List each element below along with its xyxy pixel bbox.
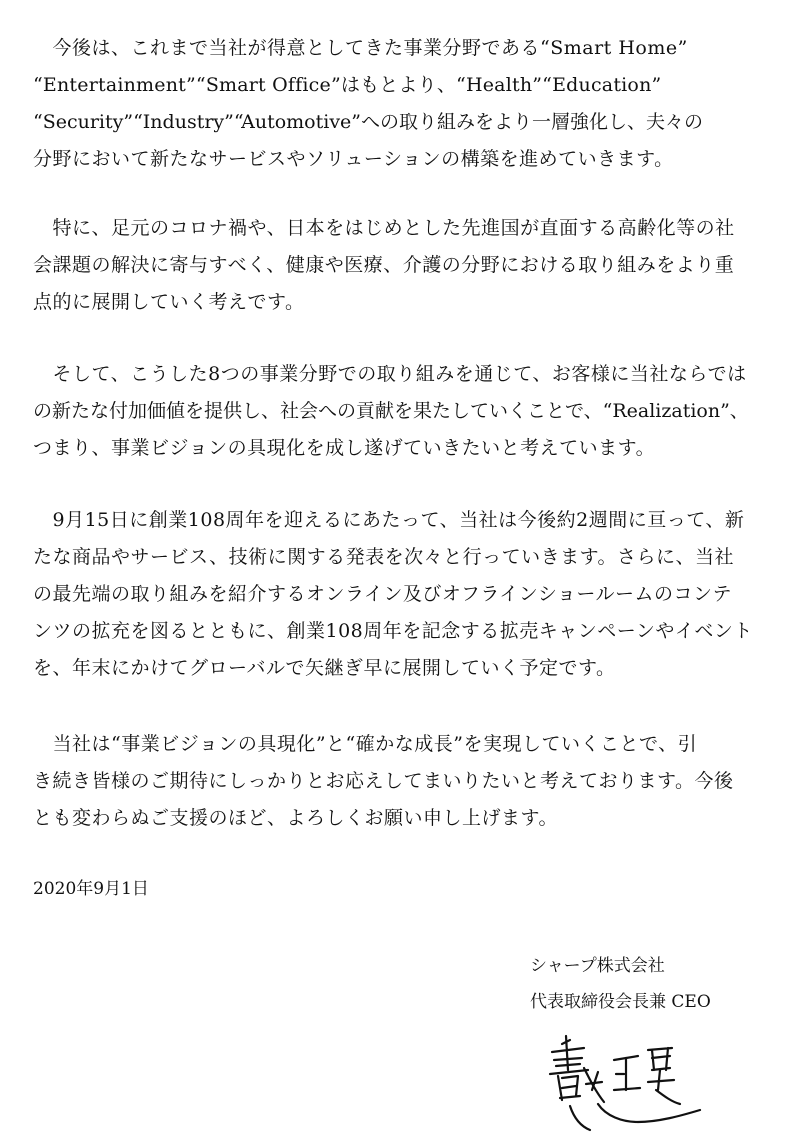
paragraph-line: 9月15日に創業108周年を迎えるにあたって、当社は今後約2週間に亘って、新 [33,509,745,531]
paragraph-line: の新たな付加価値を提供し、社会への貢献を果たしていくことで、“Realization”、 [33,400,749,422]
paragraph-line: 点的に展開していく考えです。 [33,291,305,313]
paragraph-line: そして、こうした8つの事業分野での取り組みを通じて、お客様に当社ならでは [33,363,747,385]
paragraph-line: 特に、足元のコロナ禍や、日本をはじめとした先進国が直面する高齢化等の社 [33,217,735,239]
paragraph-line: たな商品やサービス、技術に関する発表を次々と行っていきます。さらに、当社 [33,546,735,568]
paragraph-4 [33,502,773,687]
company-name: シャープ株式会社 [530,956,665,976]
letter-date: 2020年9月1日 [33,879,149,899]
paragraph-3 [33,356,773,467]
paragraph-line: 当社は“事業ビジョンの具現化”と“確かな成長”を実現していくことで、引 [33,733,698,755]
handwritten-signature-icon [540,1030,710,1140]
signatory-title: 代表取締役会長兼 CEO [530,992,711,1012]
paragraph-line: を、年末にかけてグローバルで矢継ぎ早に展開していく予定です。 [33,657,616,679]
paragraph-line: の最先端の取り組みを紹介するオンライン及びオフラインショールームのコンテ [33,583,733,605]
paragraph-5 [33,726,773,837]
paragraph-1 [33,30,773,178]
paragraph-line: き続き皆様のご期待にしっかりとお応えしてまいりたいと考えております。今後 [33,770,734,792]
paragraph-line: “Security”“Industry”“Automotive”への取り組みをより一層強化し、夫々の [33,111,704,133]
signatory-block [530,948,770,1020]
paragraph-2 [33,210,773,321]
paragraph-line: 分野において新たなサービスやソリューションの構築を進めていきます。 [33,148,674,170]
paragraph-line: ンツの拡充を図るとともに、創業108周年を記念する拡売キャンペーンやイベント [33,620,753,642]
paragraph-line: 会課題の解決に寄与すべく、健康や医療、介護の分野における取り組みをより重 [33,254,735,276]
paragraph-line: “Entertainment”“Smart Office”はもとより、“Health”“Education” [33,74,662,96]
paragraph-line: とも変わらぬご支援のほど、よろしくお願い申し上げます。 [33,807,558,829]
paragraph-line: 今後は、これまで当社が得意としてきた事業分野である“Smart Home” [33,37,688,59]
paragraph-line: つまり、事業ビジョンの具現化を成し遂げていきたいと考えています。 [33,437,656,459]
